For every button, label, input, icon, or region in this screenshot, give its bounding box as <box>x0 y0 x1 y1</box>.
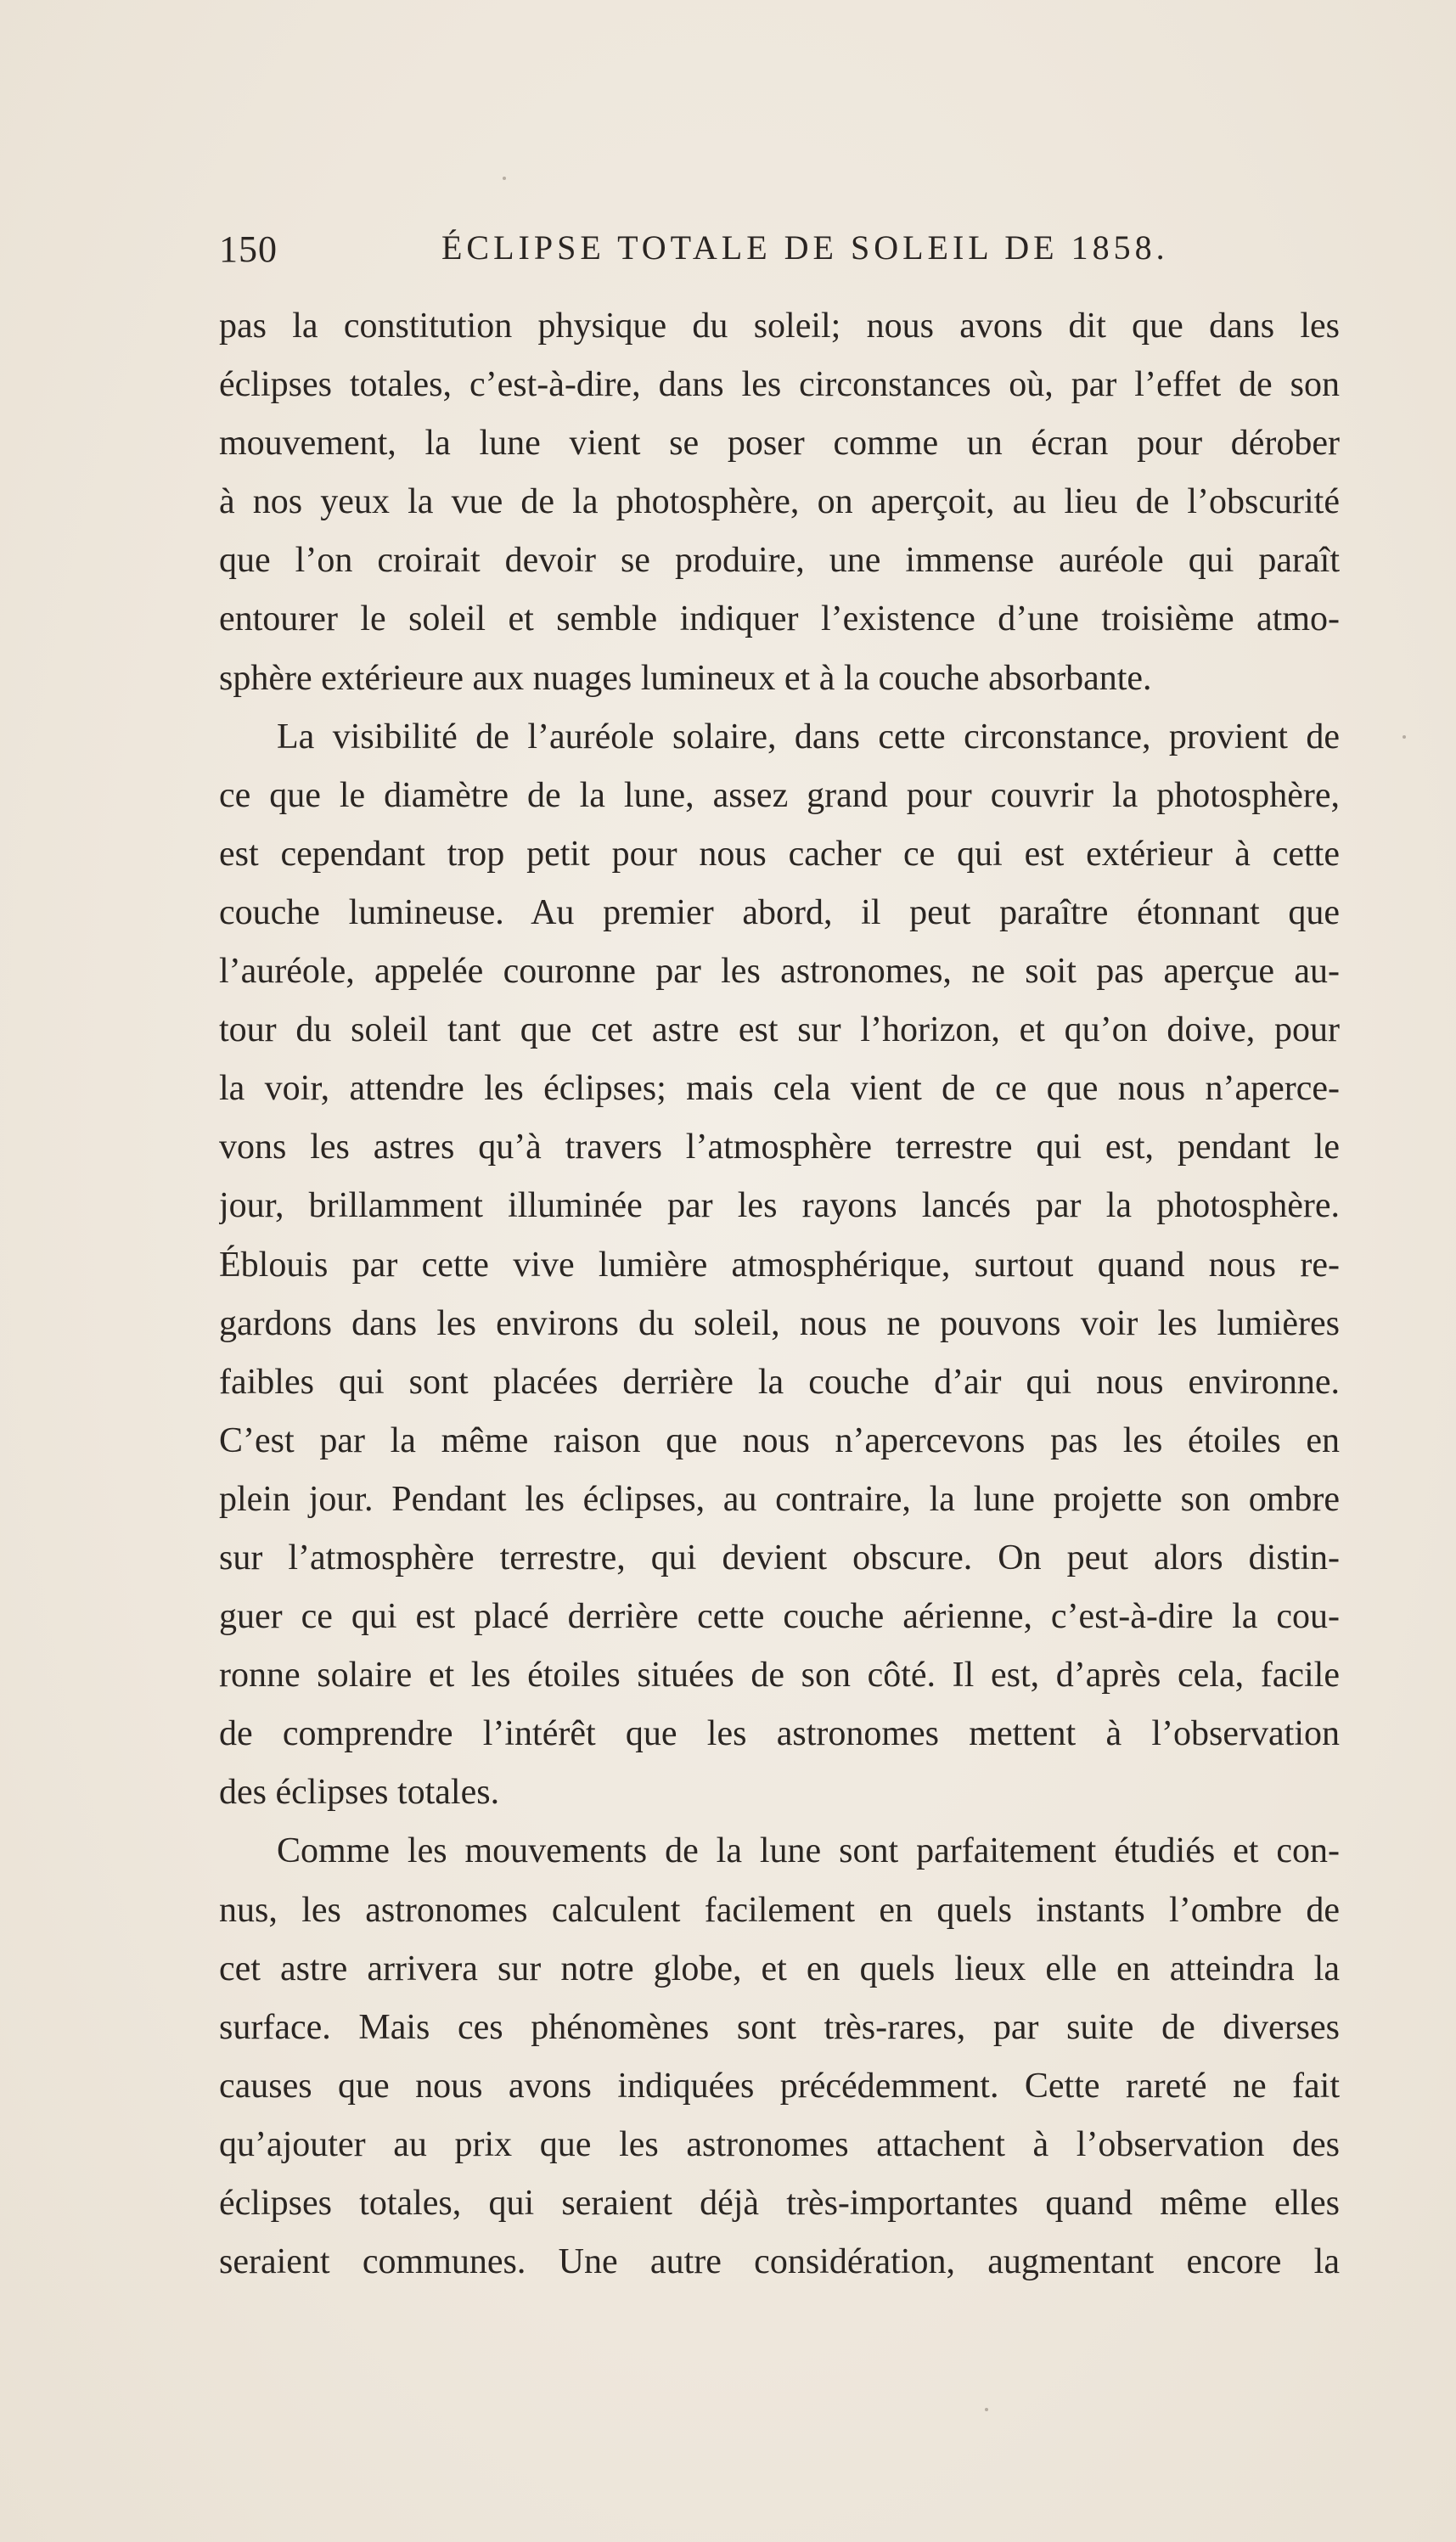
text-line: cet astre arrivera sur notre globe, et en quels lieux elle en atteindra la <box>219 1949 1340 1988</box>
text-line: sur l’atmosphère terrestre, qui devient obscure. On peut alors distin- <box>219 1538 1340 1578</box>
text-line: jour, brillamment illuminée par les rayons lancés par la photosphère. <box>219 1186 1340 1226</box>
text-line: couche lumineuse. Au premier abord, il peut paraître étonnant que <box>219 892 1340 932</box>
text-line: sphère extérieure aux nuages lumineux et à la couche absorbante. <box>219 658 1152 698</box>
text-line: mouvement, la lune vient se poser comme un écran pour dérober <box>219 424 1340 464</box>
text-line: éclipses totales, qui seraient déjà très-importantes quand même elles <box>219 2184 1340 2223</box>
text-line: seraient communes. Une autre considération, augmentant encore la <box>219 2242 1340 2282</box>
text-line: que l’on croirait devoir se produire, une immense auréole qui paraît <box>219 541 1340 581</box>
text-line: vons les astres qu’à travers l’atmosphère terrestre qui est, pendant le <box>219 1128 1340 1167</box>
text-line: C’est par la même raison que nous n’apercevons pas les étoiles en <box>219 1420 1340 1460</box>
text-line: qu’ajouter au prix que les astronomes attachent à l’observation des <box>219 2124 1340 2164</box>
text-line: entourer le soleil et semble indiquer l’existence d’une troisième atmo- <box>219 599 1340 639</box>
page-header <box>219 228 1353 278</box>
text-line: l’auréole, appelée couronne par les astronomes, ne soit pas aperçue au- <box>219 952 1340 992</box>
text-line: est cependant trop petit pour nous cacher ce qui est extérieur à cette <box>219 834 1340 874</box>
text-line: ce que le diamètre de la lune, assez grand pour couvrir la photosphère, <box>219 775 1340 815</box>
paper-speck <box>985 2408 988 2411</box>
text-line: gardons dans les environs du soleil, nous ne pouvons voir les lumières <box>219 1303 1340 1343</box>
text-line: pas la constitution physique du soleil; nous avons dit que dans les <box>219 307 1340 346</box>
text-line: nus, les astronomes calculent facilement en quels instants l’ombre de <box>219 1890 1340 1930</box>
text-line: Éblouis par cette vive lumière atmosphérique, surtout quand nous re- <box>219 1245 1340 1285</box>
text-line: des éclipses totales. <box>219 1773 500 1813</box>
paper-speck <box>503 177 506 180</box>
text-line: ronne solaire et les étoiles situées de son côté. Il est, d’après cela, facile <box>219 1656 1340 1696</box>
paragraph-start-line: La visibilité de l’auréole solaire, dans cette circonstance, provient de <box>277 717 1340 756</box>
text-line: éclipses totales, c’est-à-dire, dans les circonstances où, par l’effet de son <box>219 365 1340 405</box>
paper-speck <box>1403 735 1406 739</box>
text-line: de comprendre l’intérêt que les astronomes mettent à l’observation <box>219 1714 1340 1754</box>
text-line: plein jour. Pendant les éclipses, au contraire, la lune projette son ombre <box>219 1479 1340 1519</box>
body-text <box>219 297 1340 2292</box>
text-line: guer ce qui est placé derrière cette couche aérienne, c’est-à-dire la cou- <box>219 1597 1340 1637</box>
text-line: tour du soleil tant que cet astre est sur l’horizon, et qu’on doive, pour <box>219 1010 1340 1050</box>
text-line: la voir, attendre les éclipses; mais cela vient de ce que nous n’aperce- <box>219 1069 1340 1109</box>
text-line: causes que nous avons indiquées précédemment. Cette rareté ne fait <box>219 2066 1340 2106</box>
page-number: 150 <box>219 228 278 270</box>
text-line: surface. Mais ces phénomènes sont très-rares, par suite de diverses <box>219 2007 1340 2047</box>
text-line: faibles qui sont placées derrière la couche d’air qui nous environne. <box>219 1362 1340 1402</box>
paragraph-start-line: Comme les mouvements de la lune sont parfaitement étudiés et con- <box>277 1831 1340 1871</box>
text-line: à nos yeux la vue de la photosphère, on aperçoit, au lieu de l’obscurité <box>219 482 1340 522</box>
running-title: ÉCLIPSE TOTALE DE SOLEIL DE 1858. <box>441 228 1169 267</box>
